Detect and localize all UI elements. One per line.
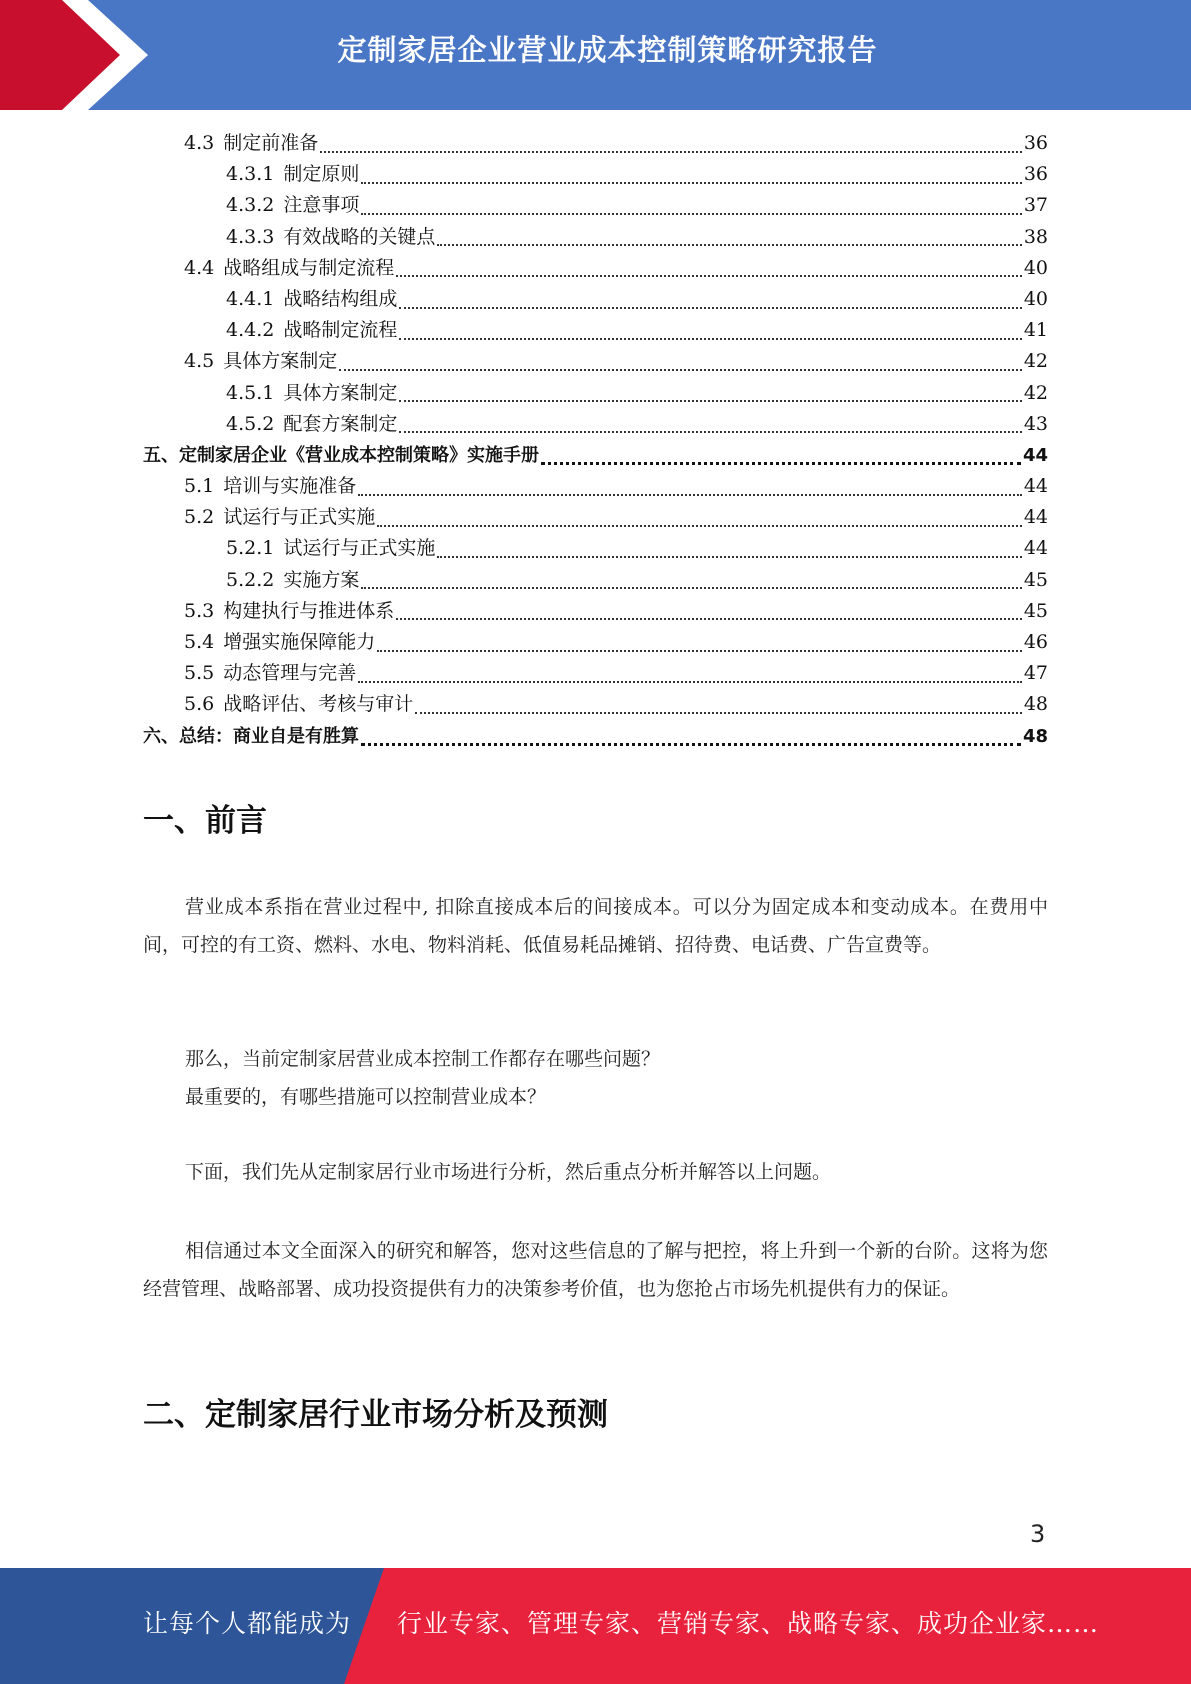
- toc-entry-number: 4.3.2: [226, 194, 275, 217]
- toc-entry-title: 有效战略的关键点: [283, 225, 436, 248]
- toc-entry[interactable]: [143, 284, 1048, 315]
- toc-entry[interactable]: [143, 190, 1048, 221]
- toc-dot-leader: [339, 369, 1022, 371]
- toc-dot-leader: [396, 275, 1022, 277]
- toc-entry-number: 六、: [143, 725, 179, 747]
- table-of-contents: [143, 128, 1048, 752]
- toc-entry-page: 44: [1023, 506, 1048, 529]
- toc-entry[interactable]: [143, 315, 1048, 346]
- toc-entry-number: 五、: [143, 444, 179, 466]
- toc-entry-title: 具体方案制定: [223, 350, 338, 373]
- toc-entry-title: 试运行与正式实施: [283, 537, 436, 560]
- toc-entry-number: 4.3: [184, 132, 215, 154]
- toc-entry-number: 4.4: [184, 256, 215, 279]
- toc-entry[interactable]: [143, 658, 1048, 689]
- toc-entry-title: 制定前准备: [223, 132, 319, 154]
- intro-paragraph-1: 营业成本系指在营业过程中, 扣除直接成本后的间接成本。可以分为固定成本和变动成本。在费用中间，可控的有工资、燃料、水电、物料消耗、低值易耗品摊销、招待费、电话费、广告宣费等。: [143, 896, 1048, 956]
- toc-entry-title: 总结：商业自是有胜算: [179, 725, 359, 747]
- toc-entry-title: 战略评估、考核与审计: [223, 693, 414, 716]
- toc-entry[interactable]: [143, 596, 1048, 627]
- toc-entry[interactable]: [143, 253, 1048, 284]
- toc-entry-number: 5.5: [184, 662, 215, 685]
- toc-entry-page: 45: [1023, 568, 1048, 591]
- toc-entry[interactable]: [143, 346, 1048, 377]
- report-title: 定制家居企业营业成本控制策略研究报告: [337, 33, 878, 67]
- toc-entry-title: 具体方案制定: [283, 381, 398, 404]
- footer-slogan-left: 让每个人都能成为: [143, 1609, 352, 1638]
- toc-entry-page: 36: [1023, 132, 1048, 154]
- toc-entry-number: 4.3.3: [226, 225, 275, 248]
- toc-dot-leader: [361, 587, 1021, 589]
- toc-dot-leader: [361, 182, 1021, 184]
- toc-dot-leader: [358, 494, 1022, 496]
- toc-entry-title: 配套方案制定: [283, 412, 398, 435]
- toc-entry[interactable]: [143, 565, 1048, 596]
- toc-entry-title: 定制家居企业《营业成本控制策略》实施手册: [179, 444, 539, 466]
- toc-entry-page: 40: [1023, 287, 1048, 310]
- toc-entry-page: 48: [1022, 725, 1048, 747]
- toc-dot-leader: [361, 213, 1021, 215]
- section-heading-intro: 一、前言: [143, 803, 267, 839]
- toc-entry-number: 4.5: [184, 350, 215, 373]
- toc-entry[interactable]: [143, 471, 1048, 502]
- toc-dot-leader: [437, 556, 1021, 558]
- toc-dot-leader: [399, 338, 1021, 340]
- toc-entry-page: 46: [1023, 631, 1048, 653]
- toc-entry[interactable]: [143, 627, 1048, 658]
- toc-entry-page: 47: [1023, 662, 1048, 685]
- toc-entry-number: 5.6: [184, 693, 215, 716]
- toc-entry-number: 4.3.1: [226, 163, 275, 186]
- toc-entry-page: 38: [1023, 225, 1048, 248]
- toc-entry-title: 注意事项: [283, 194, 360, 217]
- toc-entry-number: 5.3: [184, 599, 215, 622]
- page-number: 3: [1030, 1520, 1046, 1548]
- toc-entry[interactable]: [143, 440, 1048, 471]
- toc-dot-leader: [396, 618, 1022, 620]
- toc-entry-title: 战略结构组成: [283, 287, 398, 310]
- toc-entry-title: 战略组成与制定流程: [223, 256, 395, 279]
- toc-entry-page: 43: [1023, 412, 1048, 435]
- toc-entry-title: 试运行与正式实施: [223, 506, 376, 529]
- intro-paragraph-2: 下面，我们先从定制家居行业市场进行分析，然后重点分析并解答以上问题。: [185, 1161, 832, 1183]
- toc-entry-number: 4.4.1: [226, 287, 275, 310]
- toc-entry-page: 44: [1023, 475, 1048, 498]
- toc-entry-number: 5.2.1: [226, 537, 275, 560]
- toc-entry[interactable]: [143, 222, 1048, 253]
- question-1: 那么，当前定制家居营业成本控制工作都存在哪些问题？: [185, 1048, 661, 1070]
- toc-entry-title: 培训与实施准备: [223, 475, 357, 498]
- footer-slogan-right: 行业专家、管理专家、营销专家、战略专家、成功企业家……: [397, 1609, 1100, 1638]
- toc-entry-number: 4.5.2: [226, 412, 275, 435]
- toc-entry[interactable]: [143, 159, 1048, 190]
- toc-entry[interactable]: [143, 533, 1048, 564]
- toc-entry-page: 40: [1023, 256, 1048, 279]
- toc-entry-title: 制定原则: [283, 163, 360, 186]
- toc-entry-number: 5.1: [184, 475, 215, 498]
- toc-entry-page: 42: [1023, 350, 1048, 373]
- toc-entry-title: 增强实施保障能力: [223, 631, 376, 653]
- toc-entry-page: 37: [1023, 194, 1048, 217]
- toc-entry-title: 动态管理与完善: [223, 662, 357, 685]
- toc-dot-leader: [399, 400, 1021, 402]
- header-banner: [0, 0, 1191, 110]
- toc-entry-page: 41: [1023, 319, 1048, 342]
- toc-entry[interactable]: [143, 128, 1048, 159]
- toc-entry-page: 42: [1023, 381, 1048, 404]
- intro-paragraph-3: 相信通过本文全面深入的研究和解答，您对这些信息的了解与把控，将上升到一个新的台阶。这将为您经营管理、战略部署、成功投资提供有力的决策参考价值，也为您抢占市场先机提供有力的保证。: [143, 1240, 1048, 1300]
- toc-dot-leader: [320, 151, 1022, 153]
- toc-entry[interactable]: [143, 721, 1048, 752]
- toc-dot-leader: [377, 650, 1022, 652]
- toc-entry-page: 48: [1023, 693, 1048, 716]
- toc-entry-number: 4.4.2: [226, 319, 275, 342]
- toc-entry-number: 5.2: [184, 506, 215, 529]
- toc-entry[interactable]: [143, 378, 1048, 409]
- toc-dot-leader: [541, 462, 1021, 465]
- toc-entry-page: 45: [1023, 599, 1048, 622]
- toc-entry-number: 4.5.1: [226, 381, 275, 404]
- toc-dot-leader: [377, 525, 1022, 527]
- footer-banner: [0, 1568, 1191, 1684]
- toc-dot-leader: [437, 244, 1021, 246]
- toc-entry-number: 5.4: [184, 631, 215, 653]
- question-2: 最重要的，有哪些措施可以控制营业成本？: [185, 1086, 547, 1108]
- toc-entry-title: 构建执行与推进体系: [223, 599, 395, 622]
- toc-dot-leader: [399, 307, 1021, 309]
- toc-dot-leader: [415, 712, 1022, 714]
- toc-entry-page: 44: [1022, 444, 1048, 466]
- toc-entry-page: 36: [1023, 163, 1048, 186]
- toc-entry-title: 战略制定流程: [283, 319, 398, 342]
- toc-dot-leader: [358, 681, 1022, 683]
- toc-entry[interactable]: [143, 409, 1048, 440]
- toc-dot-leader: [361, 743, 1021, 746]
- toc-dot-leader: [399, 431, 1021, 433]
- toc-entry-number: 5.2.2: [226, 568, 275, 591]
- toc-entry[interactable]: [143, 502, 1048, 533]
- section-heading-market: 二、定制家居行业市场分析及预测: [143, 1397, 608, 1433]
- toc-entry-page: 44: [1023, 537, 1048, 560]
- toc-entry-title: 实施方案: [283, 568, 360, 591]
- toc-entry[interactable]: [143, 689, 1048, 720]
